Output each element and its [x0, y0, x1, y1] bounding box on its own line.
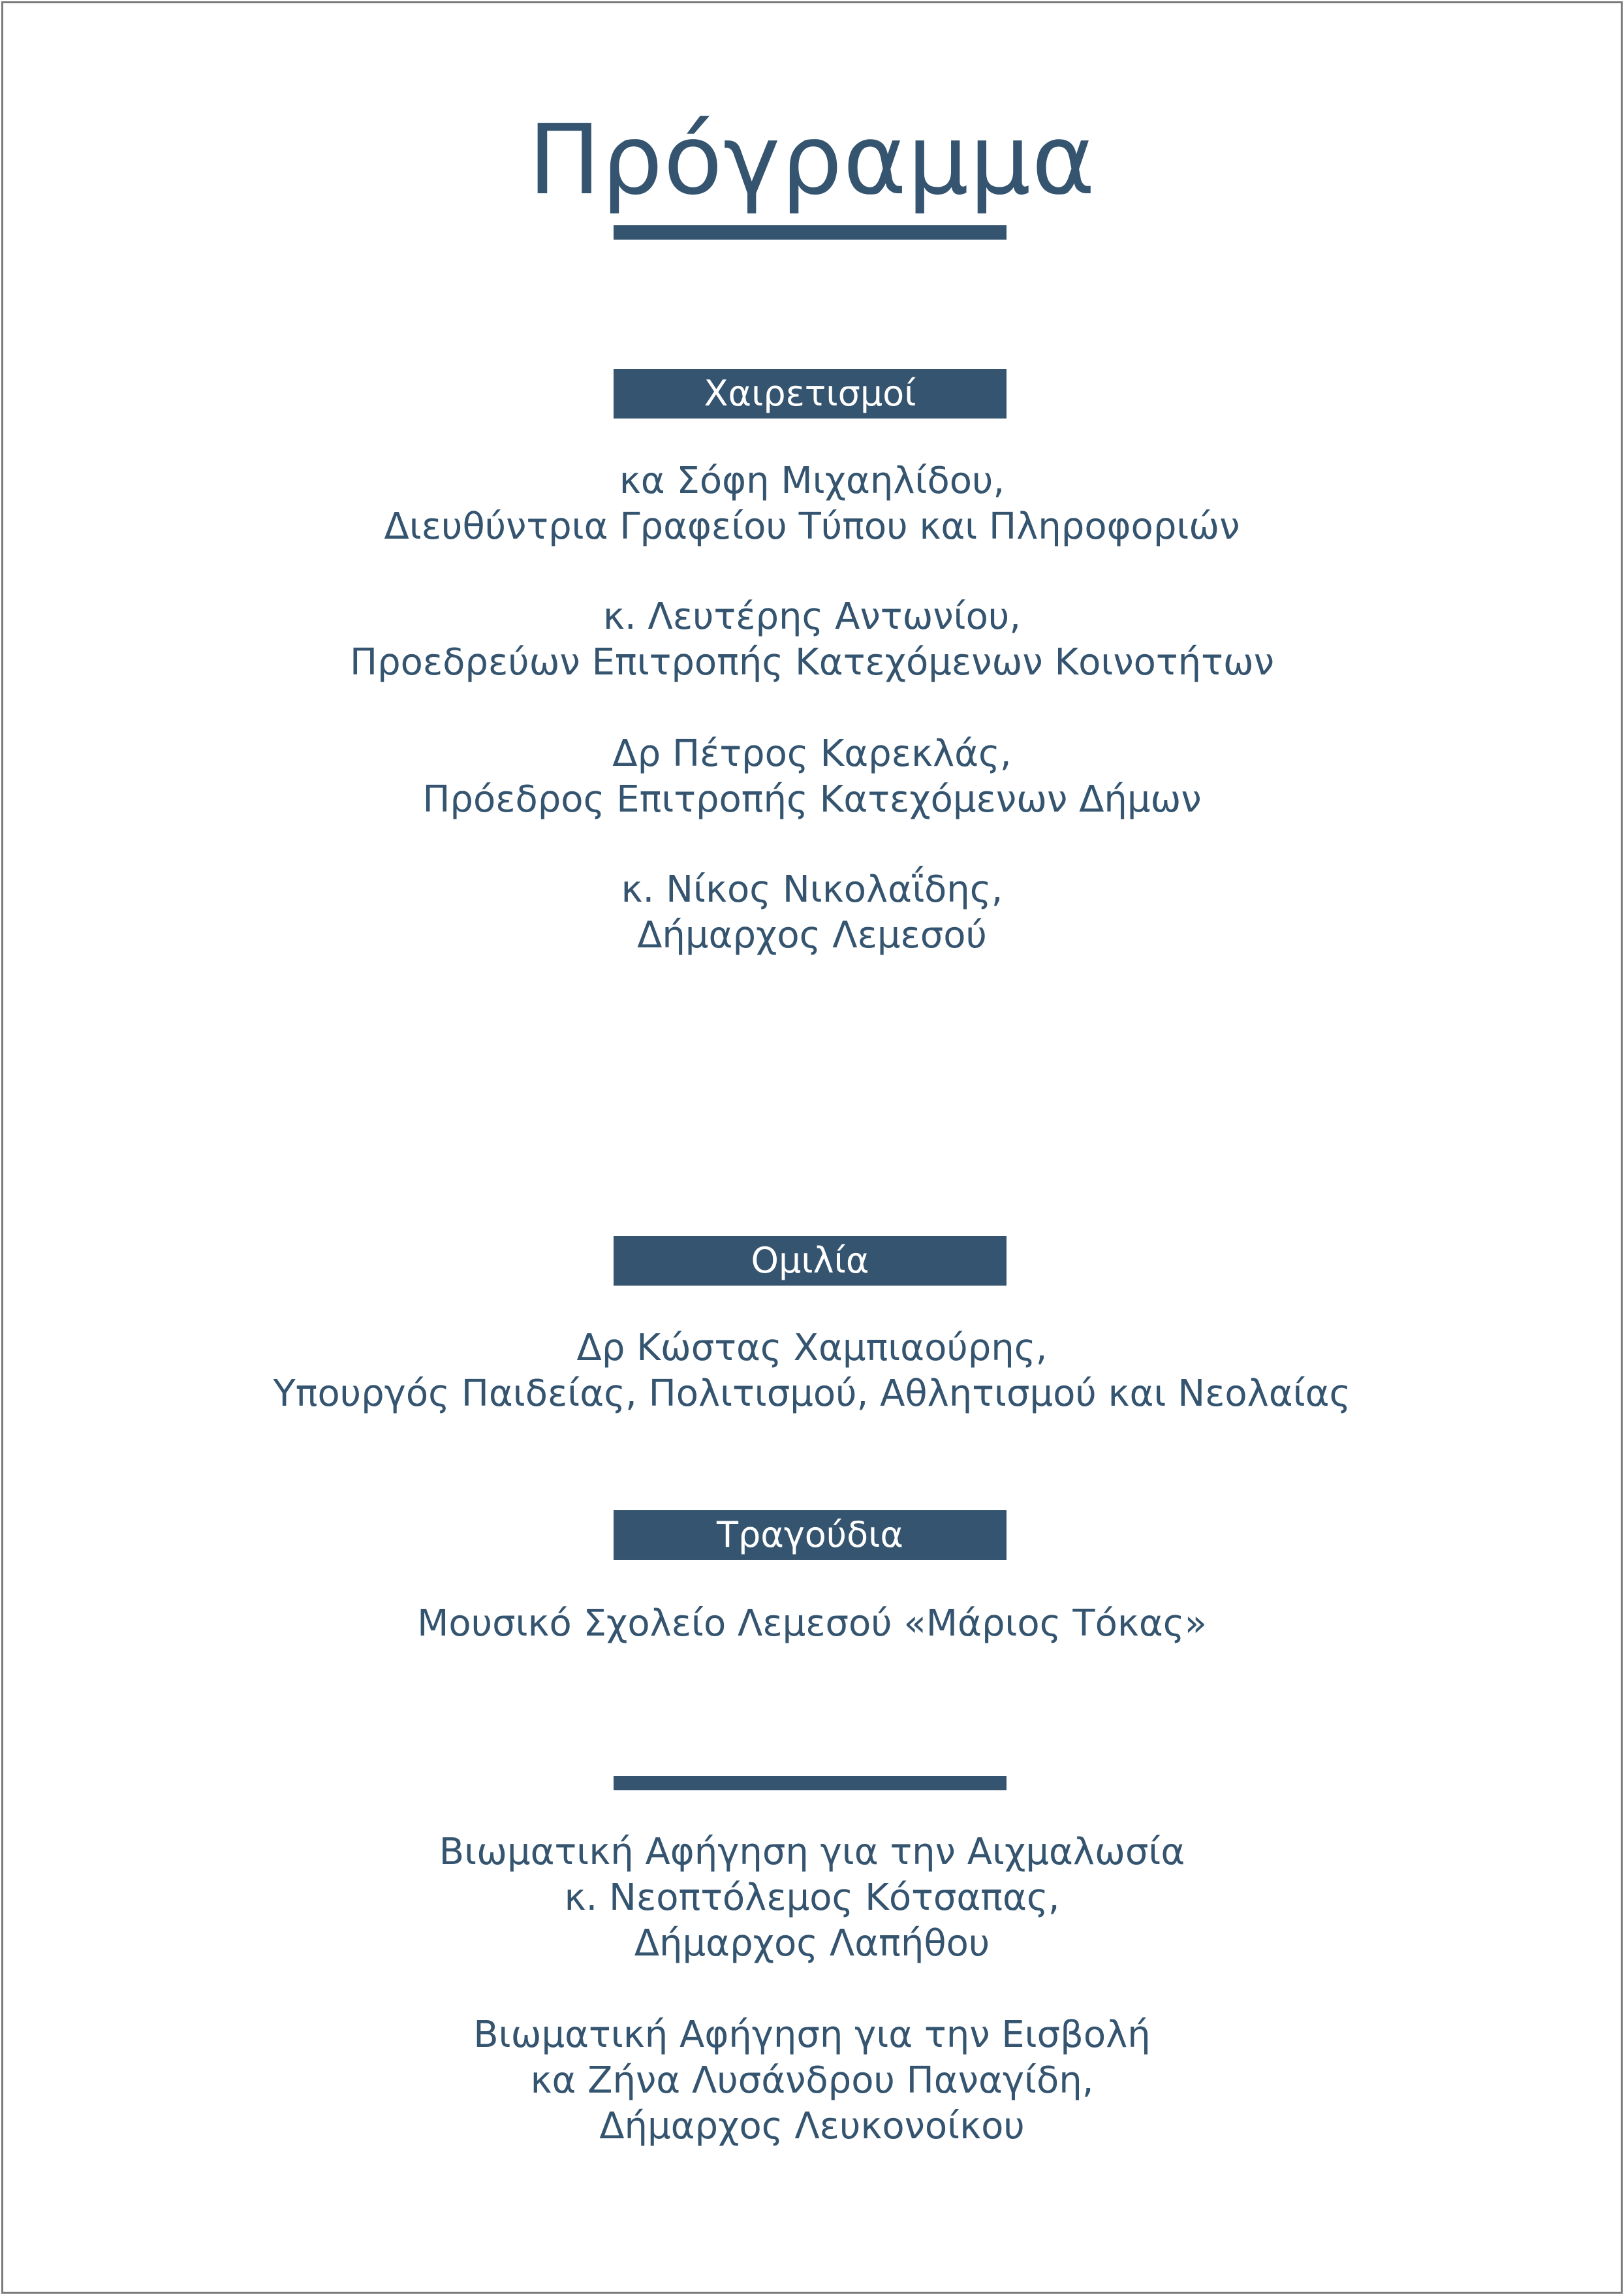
greeting-entry-4 — [0, 867, 1624, 958]
greeting-entry-2 — [0, 594, 1624, 686]
speaker-name: κα Σόφη Μιχαηλίδου, — [619, 460, 1005, 502]
speaker-role: Διευθύντρια Γραφείου Τύπου και Πληροφοριών — [384, 505, 1240, 548]
section-heading-songs: Τραγούδια — [614, 1510, 1007, 1560]
speaker-name: κ. Νίκος Νικολαΐδης, — [621, 868, 1003, 911]
section-heading-speech: Ομιλία — [614, 1236, 1007, 1286]
songs-entry — [0, 1601, 1624, 1647]
testimony-topic: Βιωματική Αφήγηση για την Αιχμαλωσία — [439, 1831, 1185, 1873]
performer-name: Μουσικό Σχολείο Λεμεσού «Μάριος Τόκας» — [417, 1602, 1207, 1645]
speaker-name: Δρ Πέτρος Καρεκλάς, — [612, 733, 1012, 775]
testimony-entry-1 — [0, 1829, 1624, 1967]
speaker-name: κ. Νεοπτόλεμος Κότσαπας, — [564, 1876, 1060, 1919]
speaker-role: Δήμαρχος Λευκονοίκου — [599, 2105, 1025, 2147]
greeting-entry-3 — [0, 731, 1624, 823]
title-underline — [614, 225, 1007, 240]
speaker-role: Δήμαρχος Λαπήθου — [634, 1922, 990, 1965]
speaker-name: κ. Λευτέρης Αντωνίου, — [602, 595, 1022, 638]
speech-entry — [0, 1325, 1624, 1417]
testimony-topic: Βιωματική Αφήγηση για την Εισβολή — [473, 2014, 1151, 2056]
section-divider — [614, 1776, 1007, 1790]
speaker-role: Πρόεδρος Επιτροπής Κατεχόμενων Δήμων — [422, 778, 1202, 821]
page-title: Πρόγραμμα — [528, 104, 1096, 216]
testimony-entry-2 — [0, 2012, 1624, 2149]
speaker-role: Υπουργός Παιδείας, Πολιτισμού, Αθλητισμού και Νεολαίας — [273, 1372, 1351, 1415]
speaker-name: Δρ Κώστας Χαμπιαούρης, — [576, 1327, 1048, 1369]
speaker-name: κα Ζήνα Λυσάνδρου Παναγίδη, — [530, 2059, 1094, 2102]
speaker-role: Δήμαρχος Λεμεσού — [637, 914, 987, 957]
speaker-role: Προεδρεύων Επιτροπής Κατεχόμενων Κοινοτήτων — [349, 641, 1275, 684]
greeting-entry-1 — [0, 458, 1624, 550]
section-heading-greetings: Χαιρετισμοί — [614, 369, 1007, 419]
